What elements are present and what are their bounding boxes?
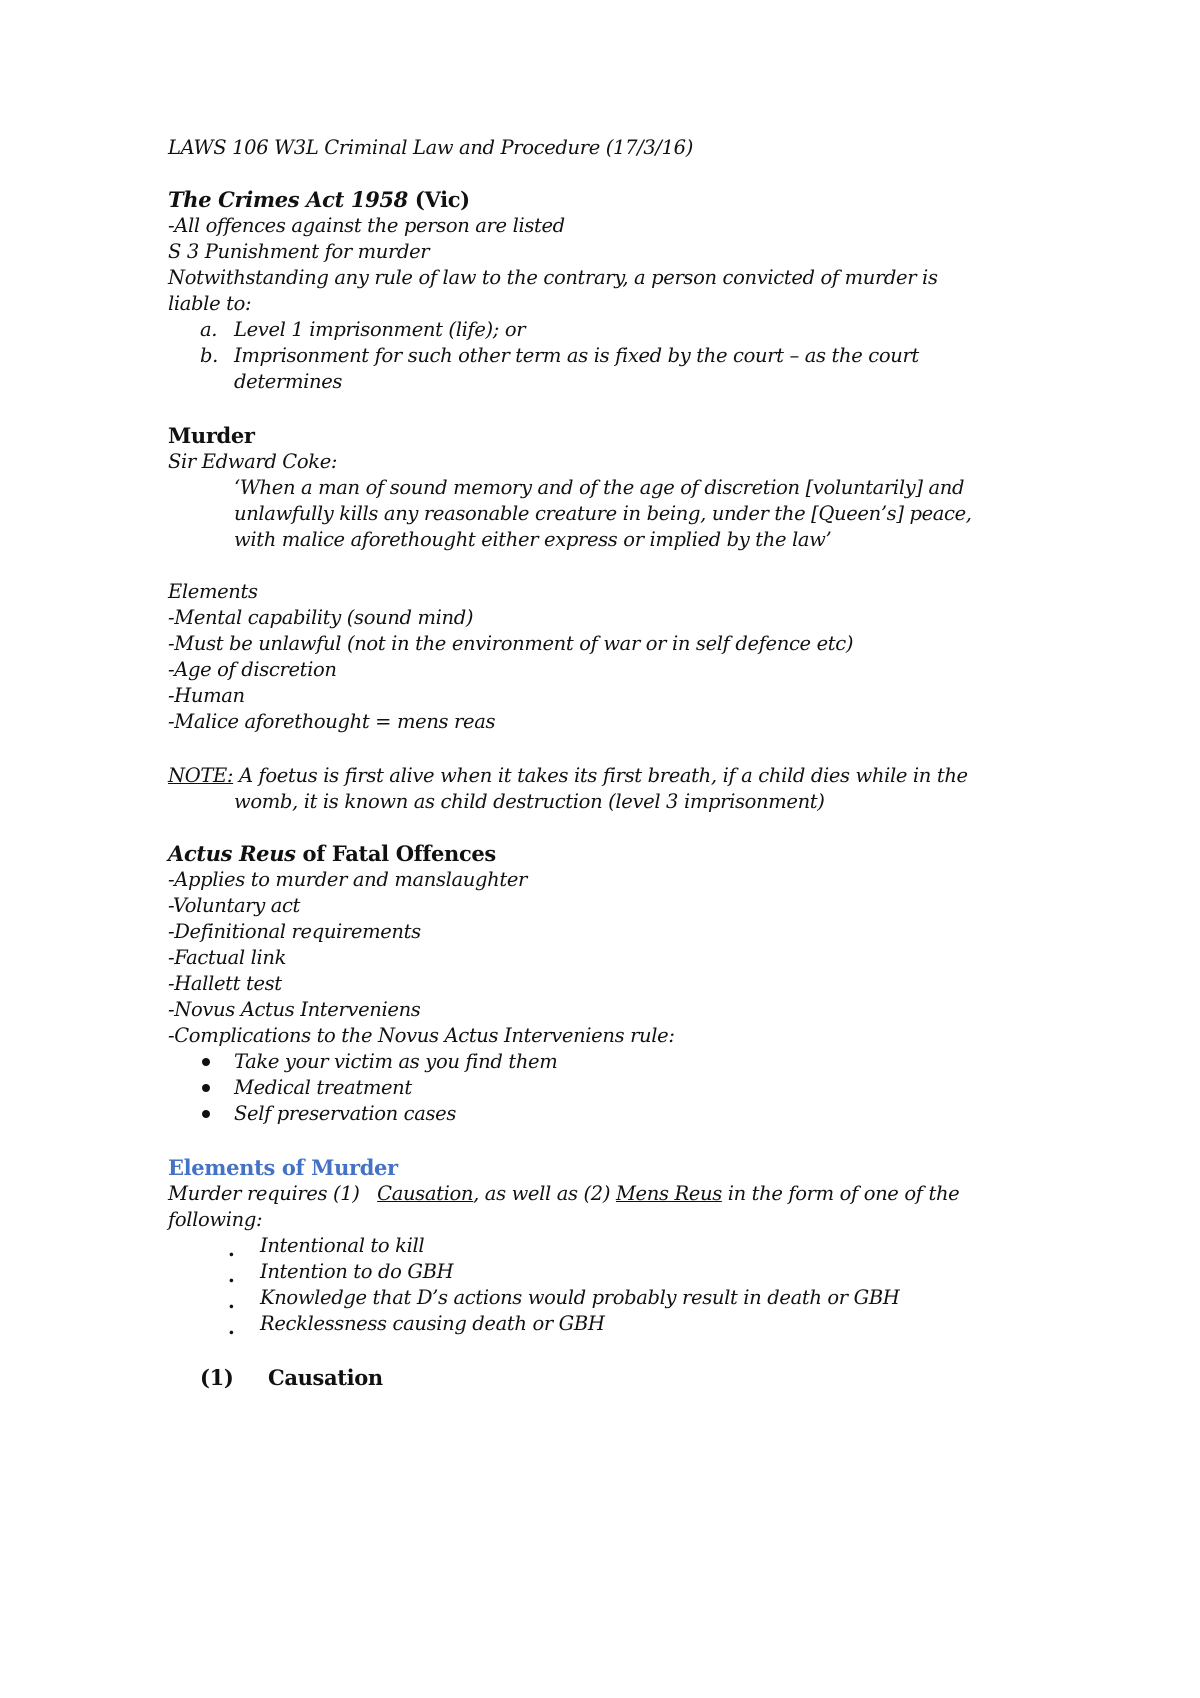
mens-reus-term: Mens Reus [615,1182,722,1205]
list-item-continuation: determines [234,370,343,393]
actus-item: -Factual link [168,946,287,969]
list-marker: . [228,1316,235,1339]
crimes-act-line: -All offences against the person are listed [168,214,565,237]
actus-item: -Complications to the Novus Actus Interveniens rule: [168,1024,675,1047]
quote-line: ‘When a man of sound memory and of the age of discretion [voluntarily] and [234,476,965,499]
bullet-item: Take your victim as you find them [234,1050,558,1073]
element-item: -Human [168,684,245,707]
causation-term: Causation [377,1182,474,1205]
actus-item: -Novus Actus Interveniens [168,998,421,1021]
actus-reus-heading [168,840,496,868]
crimes-act-title: The Crimes Act 1958 [168,187,408,212]
crimes-act-line: S 3 Punishment for murder [168,240,430,263]
element-item: -Must be unlawful (not in the environment of war or in self defence etc) [168,632,854,655]
bullet-icon [202,1058,210,1066]
mens-rea-item: Recklessness causing death or GBH [260,1312,605,1335]
intro-part: Murder requires (1) [168,1182,378,1205]
causation-heading: Causation [268,1365,383,1390]
list-marker: . [228,1264,235,1287]
causation-number: (1) [200,1365,234,1390]
note-label: NOTE: [168,764,234,787]
note-text: A foetus is first alive when it takes its first breath, if a child dies while in the [233,764,968,787]
mens-rea-item: Intention to do GBH [260,1260,454,1283]
mens-rea-item: Intentional to kill [260,1234,425,1257]
document-title: LAWS 106 W3L Criminal Law and Procedure (17/3/16) [168,136,693,159]
element-item: -Mental capability (sound mind) [168,606,474,629]
list-marker: . [228,1290,235,1313]
elements-intro-continuation: following: [168,1208,263,1231]
actus-item: -Voluntary act [168,894,301,917]
bullet-item: Medical treatment [234,1076,412,1099]
quote-attribution: Sir Edward Coke: [168,450,338,473]
crimes-act-jurisdiction: (Vic) [414,187,470,212]
bullet-icon [202,1110,210,1118]
list-item: Level 1 imprisonment (life); or [234,318,526,341]
elements-of-murder-heading: Elements of Murder [168,1155,398,1180]
list-item: Imprisonment for such other term as is fixed by the court – as the court [234,344,919,367]
list-marker: a. [200,318,218,341]
note-text-continuation: womb, it is known as child destruction (level 3 imprisonment) [234,790,825,813]
element-item: -Age of discretion [168,658,337,681]
actus-item: -Definitional requirements [168,920,421,943]
quote-line: with malice aforethought either express or implied by the law’ [234,528,832,551]
list-marker: b. [200,344,218,367]
actus-item: -Applies to murder and manslaughter [168,868,528,891]
crimes-act-heading [168,186,470,214]
murder-heading: Murder [168,423,255,448]
elements-intro [168,1180,959,1208]
crimes-act-line: liable to: [168,292,252,315]
intro-part: , as well as (2) [473,1182,616,1205]
actus-reus-heading-rest: of Fatal Offences [295,841,496,866]
quote-line: unlawfully kills any reasonable creature in being, under the [Queen’s] peace, [234,502,972,525]
crimes-act-line: Notwithstanding any rule of law to the contrary, a person convicted of murder is [168,266,938,289]
actus-item: -Hallett test [168,972,282,995]
mens-rea-item: Knowledge that D’s actions would probably result in death or GBH [260,1286,900,1309]
elements-title: Elements [168,580,258,603]
bullet-icon [202,1084,210,1092]
bullet-item: Self preservation cases [234,1102,457,1125]
list-marker: . [228,1238,235,1261]
element-item: -Malice aforethought = mens reas [168,710,496,733]
intro-part: in the form of one of the [721,1182,960,1205]
actus-reus-term: Actus Reus [168,841,296,866]
note-paragraph [168,762,968,790]
